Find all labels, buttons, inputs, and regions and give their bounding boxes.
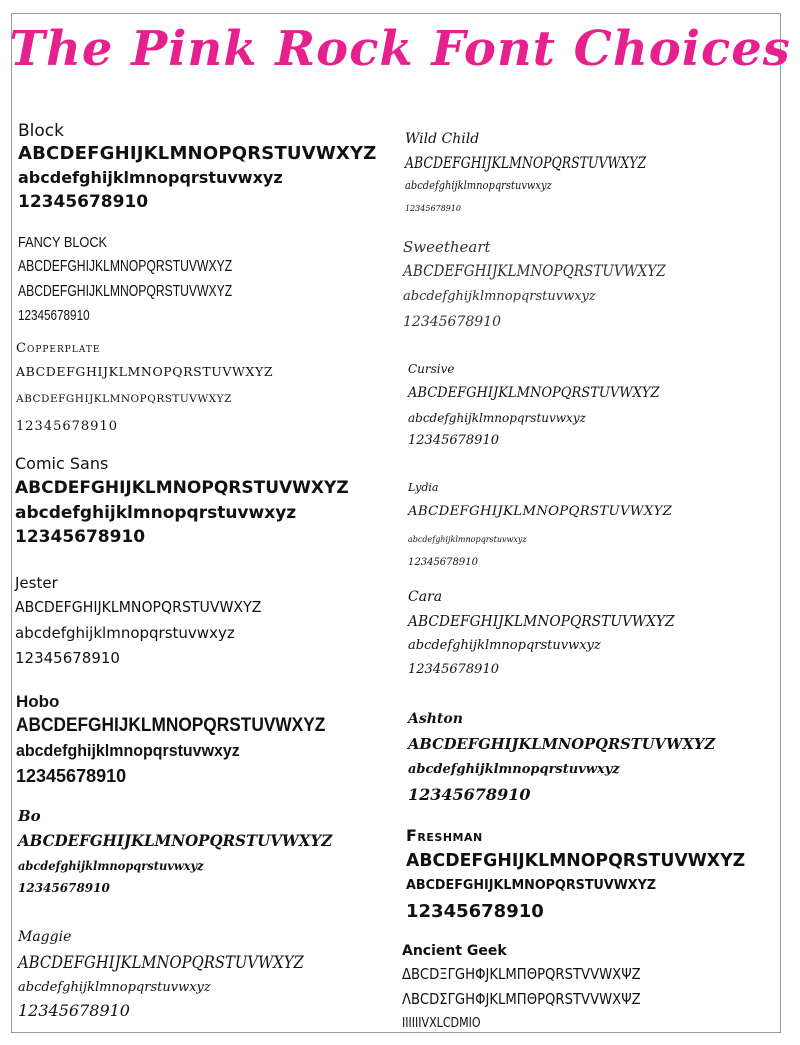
font-sample-cursive — [408, 358, 678, 452]
font-name: Block — [18, 121, 64, 141]
lowercase-sample: abcdefghijklmnopqrstuvwxyz — [403, 289, 596, 304]
font-name: Cara — [408, 589, 443, 605]
font-sample-hobo — [16, 691, 356, 789]
lowercase-sample: abcdefghijklmnopqrstuvwxyz — [15, 624, 235, 642]
uppercase-sample: ΔBCDΞΓGHΦJKLMΠΘPQRSTVVWXΨZ — [402, 965, 641, 983]
lowercase-sample: abcdefghijklmnopqrstuvwxyz — [405, 179, 552, 192]
lowercase-sample: abcdefghijklmnopqrstuvwxyz — [16, 741, 240, 760]
lowercase-sample: abcdefghijklmnopqrstuvwxyz — [408, 411, 586, 425]
lowercase-sample: abcdefghijklmnopqrstuvwxyz — [15, 503, 297, 523]
lowercase-sample: abcdefghijklmnopqrstuvwxyz — [18, 859, 204, 873]
uppercase-sample: ABCDEFGHIJKLMNOPQRSTUVWXYZ — [408, 385, 660, 401]
font-sample-cara — [408, 586, 698, 682]
uppercase-sample: ABCDEFGHIJKLMNOPQRSTUVWXYZ — [16, 715, 326, 736]
font-name: Ashton — [408, 711, 463, 727]
page-title: The Pink Rock Font Choices — [9, 21, 791, 77]
numbers-sample: 12345678910 — [408, 662, 499, 677]
uppercase-sample: ABCDEFGHIJKLMNOPQRSTUVWXYZ — [15, 478, 349, 498]
uppercase-sample-small: ABCDEFGHIJKLMNOPQRSTUVWXYZ — [406, 878, 657, 893]
uppercase-sample: ABCDEFGHIJKLMNOPQRSTUVWXYZ — [15, 598, 262, 616]
numbers-sample: 12345678910 — [18, 1001, 130, 1020]
font-name: Lydia — [408, 481, 439, 494]
uppercase-sample: ABCDEFGHIJKLMNOPQRSTUVWXYZ — [406, 850, 746, 871]
uppercase-sample: ABCDEFGHIJKLMNOPQRSTUVWXYZ — [18, 143, 377, 164]
font-sample-sweetheart — [403, 236, 712, 334]
font-name: Maggie — [18, 929, 72, 945]
font-sample-jester — [15, 572, 277, 670]
font-name: Freshman — [406, 826, 483, 845]
uppercase-sample-small: ABCDEFGHIJKLMNOPQRSTUVWXYZ — [16, 393, 232, 405]
font-sample-comic-sans — [15, 453, 349, 549]
font-sample-ashton — [408, 708, 721, 808]
numbers-sample: 12345678910 — [403, 314, 501, 330]
numbers-sample: 12345678910 — [18, 192, 149, 212]
uppercase-sample: ABCDEFGHIJKLMNOPQRSTUVWXYZ — [403, 261, 666, 280]
uppercase-sample: ABCDEFGHIJKLMNOPQRSTUVWXYZ — [18, 258, 233, 275]
numbers-sample: 12345678910 — [405, 204, 461, 213]
uppercase-sample-alt: ABCDEFGHIJKLMNOPQRSTUVWXYZ — [18, 283, 233, 300]
lowercase-sample: abcdefghijklmnopqrstuvwxyz — [18, 980, 211, 995]
font-sample-ancient-geek — [402, 940, 673, 1036]
font-sample-bo — [18, 805, 352, 899]
uppercase-sample: ABCDEFGHIJKLMNOPQRSTUVWXYZ — [16, 364, 274, 379]
font-name: Jester — [15, 574, 58, 592]
uppercase-sample: ABCDEFGHIJKLMNOPQRSTUVWXYZ — [408, 612, 675, 630]
numbers-sample: 12345678910 — [408, 785, 531, 804]
font-sample-wild-child — [405, 128, 714, 222]
font-name: Comic Sans — [15, 454, 109, 473]
numbers-sample: 12345678910 — [15, 649, 120, 667]
numbers-sample: IIIIIIVXLCDMIO — [402, 1016, 481, 1031]
font-name: Sweetheart — [403, 238, 491, 256]
font-name: Ancient Geek — [402, 943, 507, 959]
uppercase-sample-alt: ΛBCDΣΓGHΦJKLMΠΘPQRSTVVWXΨZ — [402, 990, 641, 1008]
numbers-sample: 12345678910 — [16, 766, 127, 786]
font-sample-fancy-block — [18, 232, 300, 328]
font-sample-freshman — [406, 824, 759, 926]
font-name: Copperplate — [16, 341, 101, 356]
font-sample-lydia — [408, 477, 673, 571]
font-name: FANCY BLOCK — [18, 234, 108, 251]
numbers-sample: 12345678910 — [18, 881, 110, 895]
uppercase-sample: ABCDEFGHIJKLMNOPQRSTUVWXYZ — [408, 735, 716, 753]
numbers-sample: 12345678910 — [16, 419, 118, 434]
numbers-sample: 12345678910 — [15, 527, 146, 547]
font-sample-copperplate — [16, 339, 273, 441]
font-name: Hobo — [16, 692, 60, 711]
numbers-sample: 12345678910 — [406, 901, 544, 922]
lowercase-sample: abcdefghijklmnopqrstuvwxyz — [408, 535, 527, 544]
uppercase-sample: ABCDEFGHIJKLMNOPQRSTUVWXYZ — [18, 953, 304, 973]
uppercase-sample: ABCDEFGHIJKLMNOPQRSTUVWXYZ — [18, 831, 333, 850]
font-sample-maggie — [18, 925, 346, 1023]
uppercase-sample: ABCDEFGHIJKLMNOPQRSTUVWXYZ — [408, 504, 673, 519]
font-sample-block — [18, 120, 377, 214]
font-name: Bo — [18, 807, 41, 825]
numbers-sample: 12345678910 — [408, 557, 478, 568]
uppercase-sample: ABCDEFGHIJKLMNOPQRSTUVWXYZ — [405, 153, 647, 172]
numbers-sample: 12345678910 — [408, 433, 499, 448]
lowercase-sample: abcdefghijklmnopqrstuvwxyz — [18, 168, 283, 187]
lowercase-sample: abcdefghijklmnopqrstuvwxyz — [408, 638, 601, 653]
font-name: Cursive — [408, 362, 455, 376]
lowercase-sample: abcdefghijklmnopqrstuvwxyz — [408, 762, 620, 777]
numbers-sample: 12345678910 — [18, 307, 90, 324]
font-name: Wild Child — [405, 131, 480, 147]
